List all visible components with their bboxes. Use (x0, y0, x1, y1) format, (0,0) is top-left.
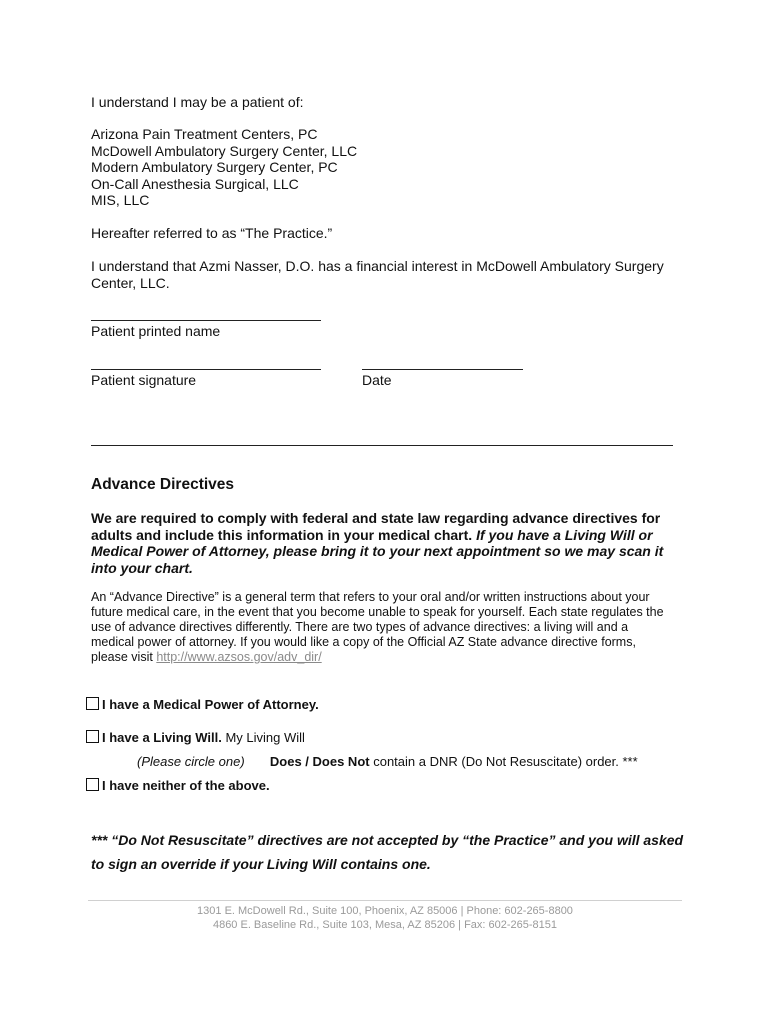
intro-text: I understand I may be a patient of: (91, 94, 304, 110)
living-will-checkbox[interactable] (86, 730, 99, 743)
entity-item: Arizona Pain Treatment Centers, PC (91, 126, 318, 142)
circle-hint: (Please circle one) (137, 754, 245, 769)
option-neither (86, 778, 270, 793)
living-will-label: I have a Living Will. (102, 730, 222, 745)
footer-line: 1301 E. McDowell Rd., Suite 100, Phoenix, AZ 85006 | Phone: 602-265-8800 (197, 905, 573, 917)
notice-line-italic: If you have a Living Will or (476, 526, 653, 543)
notice-line-italic: into your chart. (91, 559, 193, 576)
signature-label: Patient signature (91, 372, 197, 388)
date-label: Date (362, 372, 392, 388)
explanation-line: future medical care, in the event that you become unable to speak for yourself. Each state regulates the (91, 605, 664, 619)
financial-line: Center, LLC. (91, 274, 170, 291)
neither-label: I have neither of the above. (102, 778, 270, 793)
explanation-line: An “Advance Directive” is a general term that refers to your oral and/or written instructions about your (91, 590, 650, 604)
date-line[interactable] (362, 369, 523, 370)
option-living-will (86, 730, 305, 745)
option-medical-power-of-attorney (86, 697, 319, 712)
az-sos-link[interactable]: http://www.azsos.gov/adv_dir/ (156, 650, 322, 664)
dnr-notice-line: *** “Do Not Resuscitate” directives are not accepted by “the Practice” and you will asked (91, 832, 684, 848)
does-does-not-choice[interactable]: Does / Does Not (269, 754, 370, 769)
mpoa-checkbox[interactable] (86, 697, 99, 710)
dnr-text: contain a DNR (Do Not Resuscitate) order. *** (373, 754, 638, 769)
entity-item: Modern Ambulatory Surgery Center, PC (91, 159, 338, 175)
financial-interest-text (91, 258, 664, 291)
notice-line: We are required to comply with federal and state law regarding advance directives for (91, 510, 661, 526)
section-divider (91, 445, 673, 446)
entity-item: On-Call Anesthesia Surgical, LLC (91, 175, 299, 192)
mpoa-label: I have a Medical Power of Attorney. (102, 697, 319, 712)
explanation-line: medical power of attorney. If you would like a copy of the Official AZ State advance directive forms, (91, 635, 636, 649)
dnr-choice-row (137, 754, 638, 769)
printed-name-line[interactable] (91, 320, 321, 321)
hereafter-text: Hereafter referred to as “The Practice.” (91, 225, 333, 241)
entity-list (91, 126, 357, 209)
notice-line-italic: Medical Power of Attorney, please bring it to your next appointment so we may scan it (91, 543, 664, 559)
footer-addresses (88, 900, 682, 932)
advance-directive-explanation (91, 590, 664, 665)
notice-line: adults and include this information in your medical chart. (91, 526, 473, 543)
dnr-notice (91, 828, 683, 876)
explanation-line: please visit (91, 650, 153, 664)
printed-name-label: Patient printed name (91, 323, 221, 339)
dnr-notice-line: to sign an override if your Living Will contains one. (91, 856, 431, 872)
entity-item: MIS, LLC (91, 192, 150, 208)
neither-checkbox[interactable] (86, 778, 99, 791)
living-will-text: My Living Will (225, 730, 305, 745)
financial-line: I understand that Azmi Nasser, D.O. has a financial interest in McDowell Ambulatory Surgery (91, 258, 664, 274)
footer-line: 4860 E. Baseline Rd., Suite 103, Mesa, AZ 85206 | Fax: 602-265-8151 (212, 919, 558, 931)
advance-directives-heading: Advance Directives (91, 476, 235, 493)
explanation-line: use of advance directives differently. There are two types of advance directives: a living will and a (91, 620, 629, 634)
entity-item: McDowell Ambulatory Surgery Center, LLC (91, 142, 358, 159)
signature-line[interactable] (91, 369, 321, 370)
advance-notice (91, 510, 663, 576)
